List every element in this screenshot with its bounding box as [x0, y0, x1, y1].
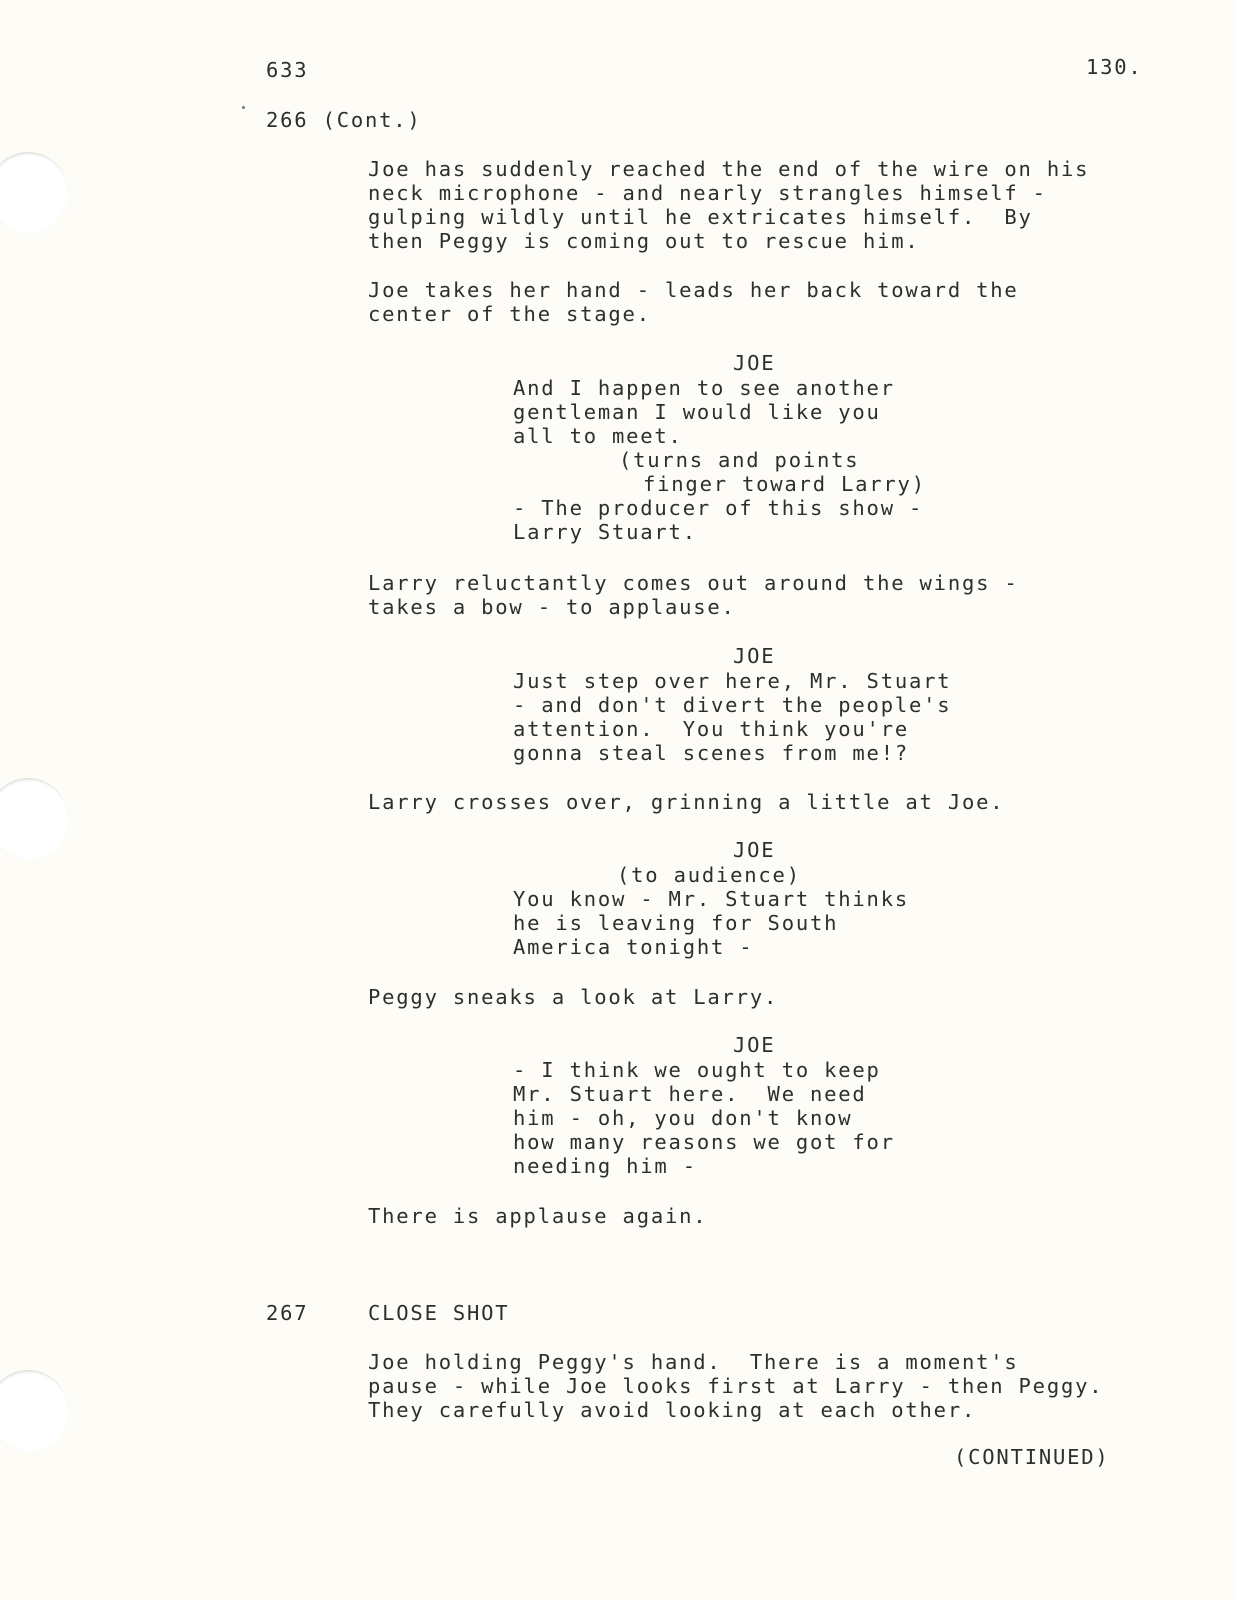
binder-hole	[0, 1370, 68, 1451]
action-line: Larry reluctantly comes out around the wings -	[368, 571, 1019, 595]
dialogue-line: how many reasons we got for	[513, 1130, 895, 1154]
dialogue-line: Mr. Stuart here. We need	[513, 1082, 867, 1106]
action-line: center of the stage.	[368, 302, 651, 326]
action-line: They carefully avoid looking at each other.	[368, 1398, 977, 1422]
binder-hole	[0, 778, 68, 859]
dialogue-line: - The producer of this show -	[513, 496, 924, 520]
dialogue-line: - and don't divert the people's	[513, 693, 952, 717]
dialogue-line: gonna steal scenes from me!?	[513, 741, 909, 765]
parenthetical-line: (turns and points	[619, 448, 860, 472]
action-line: pause - while Joe looks first at Larry - then Peggy.	[368, 1374, 1104, 1398]
scene-heading: 266 (Cont.)	[266, 108, 422, 132]
action-line: gulping wildly until he extricates himself. By	[368, 205, 1033, 229]
dialogue-line: - I think we ought to keep	[513, 1058, 881, 1082]
dialogue-line: needing him -	[513, 1154, 697, 1178]
parenthetical-line: finger toward Larry)	[643, 472, 926, 496]
dialogue-line: Larry Stuart.	[513, 520, 697, 544]
action-line: There is applause again.	[368, 1204, 708, 1228]
dialogue-line: America tonight -	[513, 935, 754, 959]
dialogue-line: him - oh, you don't know	[513, 1106, 853, 1130]
character-name: JOE	[733, 838, 776, 862]
action-line: then Peggy is coming out to rescue him.	[368, 229, 920, 253]
action-line: neck microphone - and nearly strangles himself -	[368, 181, 1047, 205]
page-number: 130.	[1086, 55, 1143, 79]
dialogue-line: Just step over here, Mr. Stuart	[513, 669, 952, 693]
dialogue-line: attention. You think you're	[513, 717, 909, 741]
action-line: Larry crosses over, grinning a little at Joe.	[368, 790, 1005, 814]
script-page-number: 633	[266, 58, 309, 82]
dialogue-line: all to meet.	[513, 424, 683, 448]
binder-hole	[0, 152, 68, 233]
action-line: Peggy sneaks a look at Larry.	[368, 985, 779, 1009]
action-line: Joe holding Peggy's hand. There is a moment's	[368, 1350, 1019, 1374]
continued-label: (CONTINUED)	[954, 1445, 1110, 1469]
parenthetical-line: (to audience)	[617, 863, 801, 887]
character-name: JOE	[733, 351, 776, 375]
action-line: Joe has suddenly reached the end of the wire on his	[368, 157, 1090, 181]
dialogue-line: And I happen to see another	[513, 376, 895, 400]
character-name: JOE	[733, 644, 776, 668]
dialogue-line: he is leaving for South	[513, 911, 839, 935]
scene-number: 267	[266, 1301, 309, 1325]
scene-slug: CLOSE SHOT	[368, 1301, 510, 1325]
action-line: takes a bow - to applause.	[368, 595, 736, 619]
dialogue-line: gentleman I would like you	[513, 400, 881, 424]
dialogue-line: You know - Mr. Stuart thinks	[513, 887, 909, 911]
character-name: JOE	[733, 1033, 776, 1057]
margin-mark	[242, 106, 245, 109]
action-line: Joe takes her hand - leads her back toward the	[368, 278, 1019, 302]
